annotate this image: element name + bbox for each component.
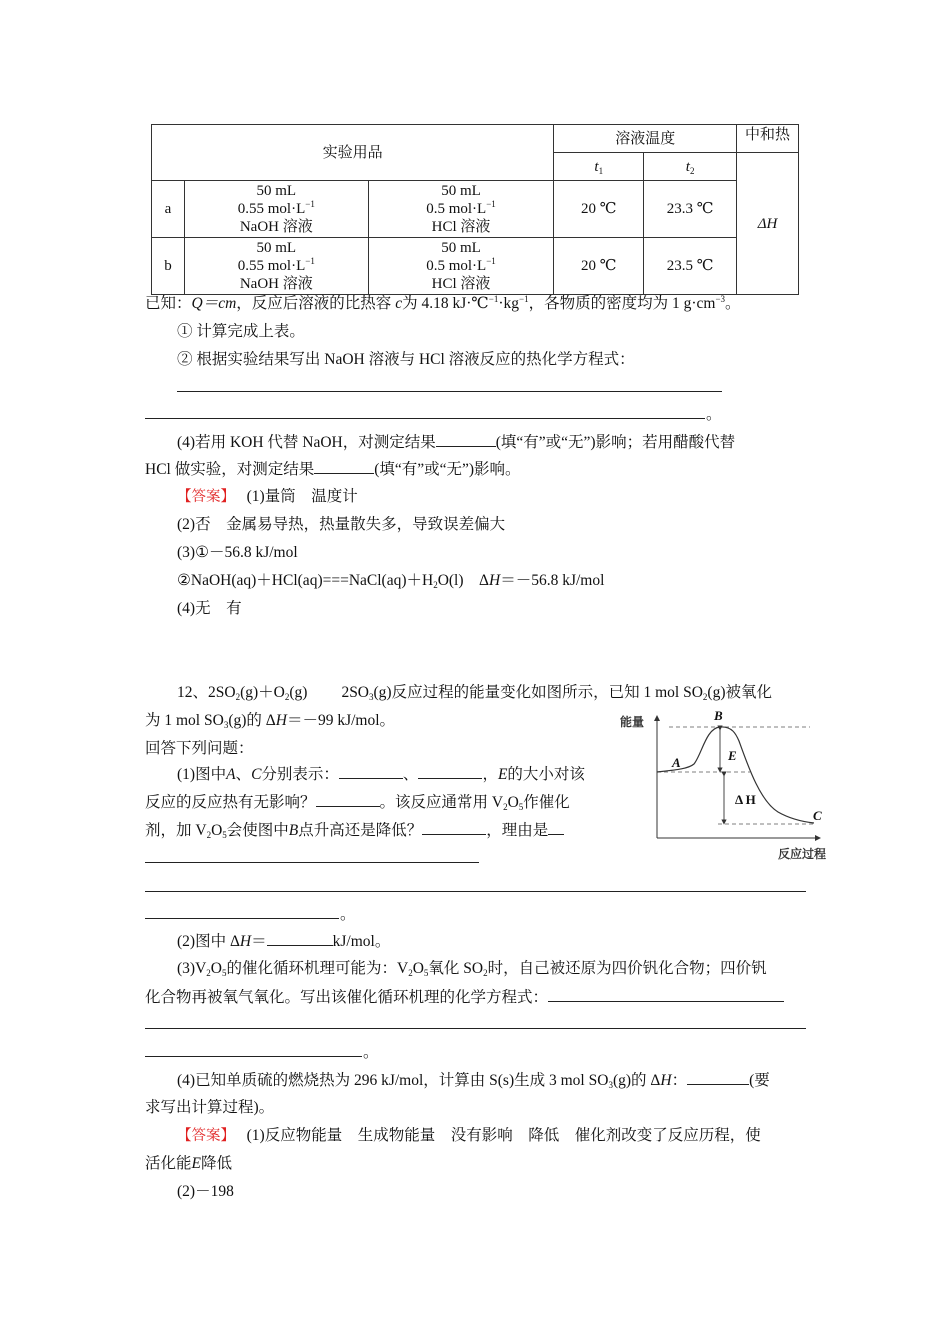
t2-value: 23.5 ℃ — [644, 238, 737, 295]
answer-blank-line[interactable] — [177, 391, 722, 392]
energy-curve-figure — [620, 706, 840, 864]
answer-line-3: (3)①－56.8 kJ/mol — [177, 544, 298, 561]
period: 。 — [706, 406, 722, 423]
part4-line2: HCl 做实验，对测定结果 (填“有”或“无”)影响。 — [145, 461, 521, 478]
table-row — [152, 238, 799, 295]
q12-part3-line1: $(3)V_2O_5$的催化循环机理可能为：$V_2O_5$氧化 $SO_2$时，自己被还原为四价钒化合物；四价钒 — [177, 960, 767, 978]
answer-blank[interactable] — [422, 820, 486, 835]
row-label: a — [152, 181, 185, 238]
answer-blank-line[interactable] — [145, 891, 806, 892]
answer-tag: 【答案】 — [177, 489, 235, 505]
header-neutralization-heat: 中和热 — [737, 125, 799, 153]
q12-part1-line1: (1)图中A、C分别表示： 、 ，E的大小对该 — [177, 766, 585, 783]
answer-blank-line[interactable] — [145, 1056, 362, 1057]
answer-blank[interactable] — [687, 1070, 749, 1085]
answer-blank-line[interactable] — [145, 1028, 806, 1029]
t2-value: 23.3 ℃ — [644, 181, 737, 238]
q12-part2: (2)图中 ΔH＝ kJ/mol。 — [177, 933, 391, 950]
answer-blank[interactable] — [418, 764, 482, 779]
q12-part4-line1: (4)已知单质硫的燃烧热为 296 kJ/mol，计算由 S(s)生成 3 mol $SO_3(g)$的 ΔH： (要 — [177, 1072, 770, 1090]
energy-diagram — [620, 706, 840, 864]
point-b-label: B — [714, 708, 723, 723]
row-label: b — [152, 238, 185, 295]
hcl-cell: 50 mL 0.5 $mol\cdot L^{-1}$ HCl 溶液 — [368, 181, 554, 238]
t1-value: 20 ℃ — [554, 238, 644, 295]
q12-part3-line2: 化合物再被氧气氧化。写出该催化循环机理的化学方程式： — [145, 987, 784, 1008]
delta-h-label: Δ H — [735, 792, 756, 807]
answer-blank[interactable] — [267, 931, 333, 946]
q12-answer-line1: 【答案】 (1)反应物能量 生成物能量 没有影响 降低 催化剂改变了反应历程，使 — [177, 1127, 761, 1144]
q12-part1-line2: 反应的反应热有无影响？ 。该反应通常用 $V_2O_5$作催化 — [145, 794, 570, 812]
q12-answer-line2: 活化能E降低 — [145, 1155, 232, 1172]
answer-blank[interactable] — [548, 820, 564, 835]
answer-blank[interactable] — [314, 459, 374, 474]
sub-question-2: ② 根据实验结果写出 NaOH 溶液与 HCl 溶液反应的热化学方程式： — [177, 351, 635, 368]
period: 。 — [363, 1044, 379, 1061]
answer-blank[interactable] — [339, 764, 403, 779]
activation-energy-label: E — [728, 748, 737, 763]
q12-title: 12、$2SO_2(g)+O_2(g)$ $2SO_3(g)$反应过程的能量变化如图所示，已知 1 mol $SO_2(g)$被氧化 — [177, 684, 772, 702]
answer-blank-line[interactable] — [145, 918, 339, 919]
answer-blank[interactable] — [436, 432, 496, 447]
q12-part1-line3: 剂，加 $V_2O_5$会使图中B点升高还是降低？ ，理由是 — [145, 820, 564, 841]
answer-line-2: (2)否 金属易导热，热量散失多，导致误差偏大 — [177, 516, 506, 533]
period: 。 — [340, 906, 356, 923]
table-row — [152, 181, 799, 238]
q12-answer-line3: (2)－198 — [177, 1183, 234, 1200]
answer-blank-line[interactable] — [145, 862, 479, 863]
experiment-table — [151, 124, 799, 295]
answer-blank[interactable] — [548, 987, 784, 1002]
point-c-label: C — [813, 808, 822, 823]
naoh-cell: 50 mL 0.55 $mol\cdot L^{-1}$ NaOH 溶液 — [184, 238, 368, 295]
hcl-cell: 50 mL 0.5 $mol\cdot L^{-1}$ HCl 溶液 — [368, 238, 554, 295]
answer-line-4: $②NaOH(aq)+HCl(aq)===NaCl(aq)+H_2O(l)$ ΔH＝－56.8 kJ/mol — [177, 572, 605, 590]
sub-question-1: ① 计算完成上表。 — [177, 323, 305, 340]
t1-value: 20 ℃ — [554, 181, 644, 238]
delta-h-cell: ΔH — [737, 153, 799, 295]
x-axis-label: 反应过程 — [778, 847, 827, 861]
point-a-label: A — [672, 755, 681, 770]
q12-prompt: 回答下列问题： — [145, 740, 254, 757]
header-items: 实验用品 — [152, 125, 554, 181]
q12-part4-line2: 求写出计算过程)。 — [145, 1099, 275, 1116]
answer-line-5: (4)无 有 — [177, 600, 242, 617]
answer-blank[interactable] — [316, 792, 380, 807]
known-conditions: 已知：Q＝cm，反应后溶液的比热容 c为 4.18 $kJ\cdot℃^{-1}\cdot kg^{-1}$，各物质的密度均为 1 $g\cdot cm^{-3}$。 — [145, 294, 741, 312]
y-axis-label: 能量 — [620, 715, 645, 729]
header-t1: $t_1$ — [554, 153, 644, 181]
naoh-cell: 50 mL 0.55 $mol\cdot L^{-1}$ NaOH 溶液 — [184, 181, 368, 238]
answer-line-1: 【答案】 (1)量筒 温度计 — [177, 488, 358, 505]
q12-line2: 为 1 mol $SO_3(g)$的 ΔH＝－99 kJ/mol。 — [145, 712, 396, 730]
header-t2: $t_2$ — [644, 153, 737, 181]
header-temperature: 溶液温度 — [554, 125, 737, 153]
part4-line1: (4)若用 KOH 代替 NaOH，对测定结果 (填“有”或“无”)影响；若用醋酸代替 — [177, 434, 736, 451]
answer-tag: 【答案】 — [177, 1128, 235, 1144]
answer-blank-line[interactable] — [145, 418, 705, 419]
